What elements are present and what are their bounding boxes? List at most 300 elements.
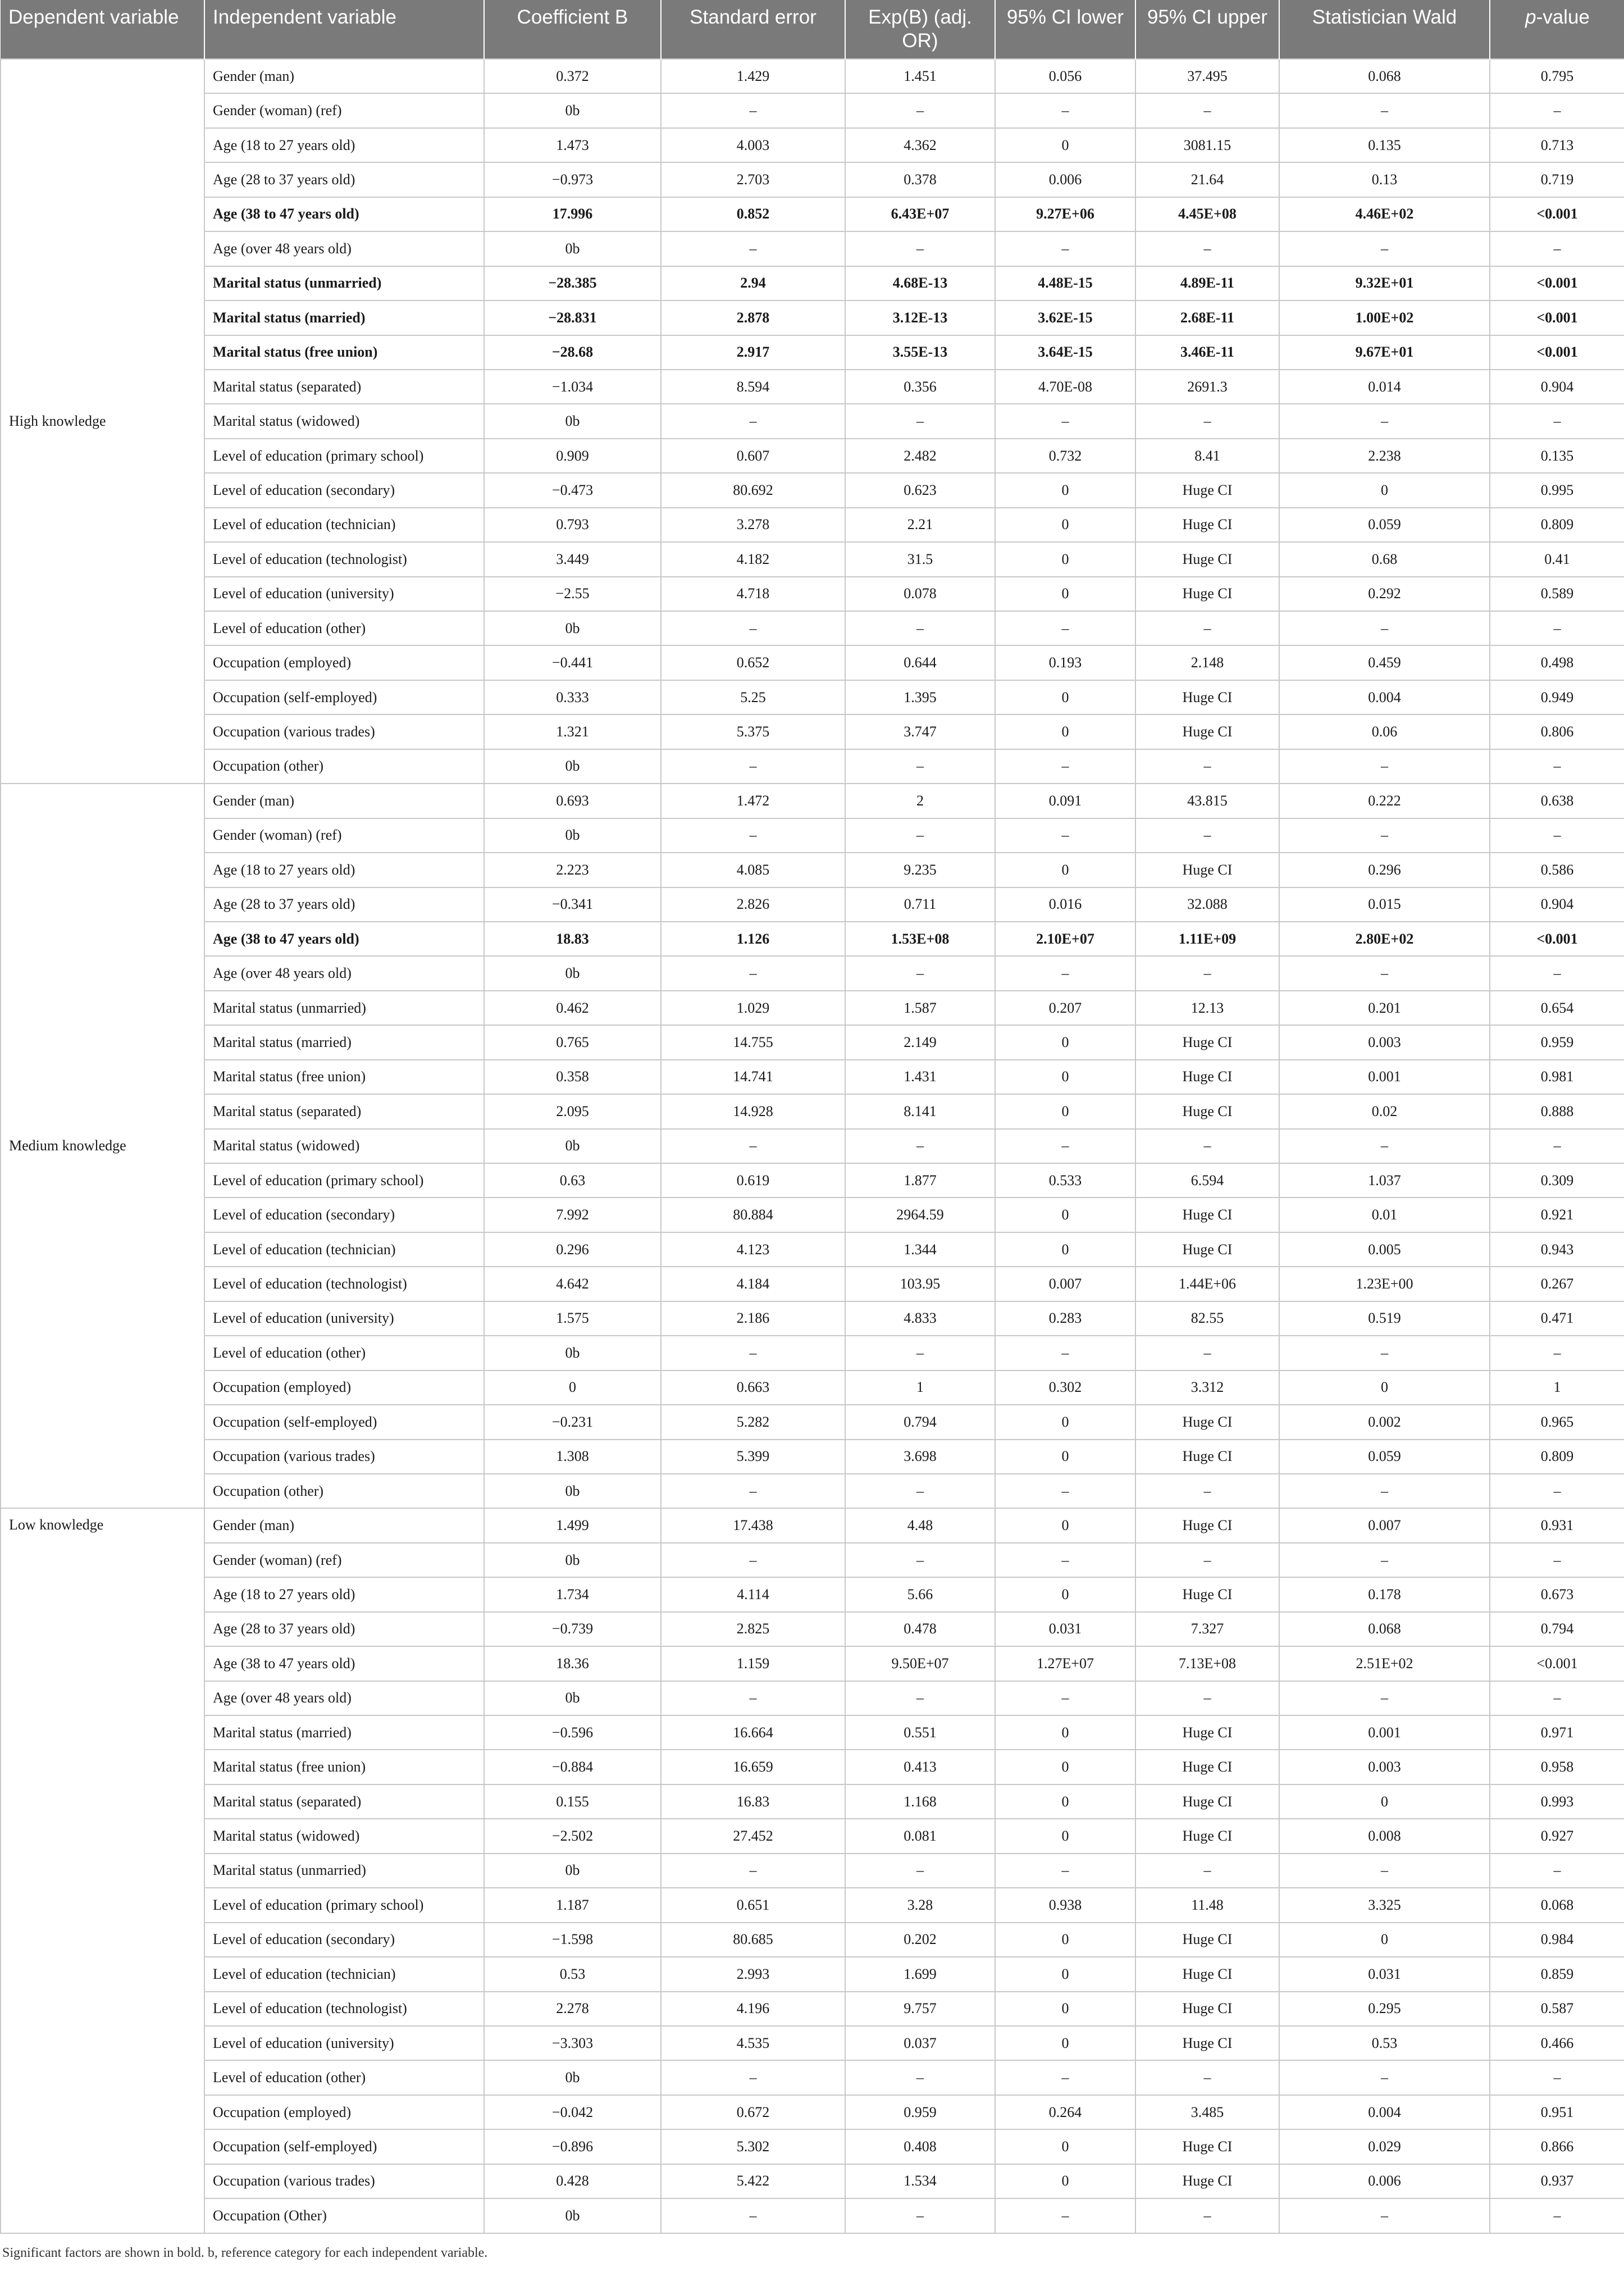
cell-ci-lower: 0.938 — [995, 1888, 1135, 1922]
cell-exp-b: 4.362 — [845, 128, 995, 162]
cell-ci-upper: Huge CI — [1135, 2026, 1279, 2060]
independent-variable-cell: Marital status (widowed) — [204, 404, 484, 438]
cell-standard-error: 16.83 — [661, 1784, 845, 1819]
table-row — [1, 1888, 1624, 1922]
table-row — [1, 1819, 1624, 1853]
cell-ci-lower: 0 — [995, 2129, 1135, 2164]
cell-ci-upper: – — [1135, 93, 1279, 128]
cell-ci-upper: – — [1135, 818, 1279, 853]
cell-exp-b: – — [845, 1336, 995, 1370]
cell-ci-upper: 43.815 — [1135, 784, 1279, 818]
cell-ci-upper: Huge CI — [1135, 1440, 1279, 1474]
cell-p-value: – — [1490, 1336, 1624, 1370]
cell-wald: 0.003 — [1279, 1025, 1490, 1059]
cell-p-value: <0.001 — [1490, 300, 1624, 335]
table-row — [1, 1992, 1624, 2026]
cell-p-value: – — [1490, 231, 1624, 266]
cell-ci-upper: Huge CI — [1135, 1232, 1279, 1267]
independent-variable-cell: Marital status (unmarried) — [204, 266, 484, 300]
cell-standard-error: 3.278 — [661, 508, 845, 542]
cell-standard-error: – — [661, 1336, 845, 1370]
cell-coefficient: 0.333 — [484, 680, 661, 714]
independent-variable-cell: Level of education (secondary) — [204, 1923, 484, 1957]
independent-variable-cell: Marital status (separated) — [204, 1784, 484, 1819]
cell-coefficient: 0b — [484, 818, 661, 853]
table-row — [1, 1094, 1624, 1128]
cell-exp-b: 8.141 — [845, 1094, 995, 1128]
cell-wald: 0.014 — [1279, 370, 1490, 404]
cell-coefficient: 0b — [484, 1336, 661, 1370]
independent-variable-cell: Marital status (separated) — [204, 370, 484, 404]
independent-variable-cell: Marital status (unmarried) — [204, 1854, 484, 1888]
cell-exp-b: 0.711 — [845, 887, 995, 922]
table-row — [1, 1474, 1624, 1508]
cell-coefficient: 1.308 — [484, 1440, 661, 1474]
table-row — [1, 1371, 1624, 1405]
cell-exp-b: – — [845, 1681, 995, 1715]
cell-standard-error: 4.114 — [661, 1577, 845, 1611]
cell-exp-b: – — [845, 1543, 995, 1577]
cell-coefficient: 0b — [484, 2060, 661, 2095]
cell-p-value: – — [1490, 749, 1624, 784]
cell-ci-lower: 0.091 — [995, 784, 1135, 818]
cell-ci-lower: 0 — [995, 1923, 1135, 1957]
cell-standard-error: 4.184 — [661, 1267, 845, 1301]
cell-coefficient: −2.55 — [484, 577, 661, 611]
cell-ci-lower: 0 — [995, 508, 1135, 542]
cell-wald: – — [1279, 1129, 1490, 1163]
cell-wald: 1.037 — [1279, 1163, 1490, 1198]
cell-p-value: 0.586 — [1490, 853, 1624, 887]
table-footnote: Significant factors are shown in bold. b, reference category for each independent variable. — [2, 2246, 488, 2260]
cell-standard-error: – — [661, 2060, 845, 2095]
independent-variable-cell: Marital status (unmarried) — [204, 991, 484, 1025]
table-row — [1, 1232, 1624, 1267]
cell-exp-b: 2.21 — [845, 508, 995, 542]
cell-ci-lower: 0.016 — [995, 887, 1135, 922]
independent-variable-cell: Age (18 to 27 years old) — [204, 1577, 484, 1611]
cell-standard-error: 4.085 — [661, 853, 845, 887]
cell-ci-lower: – — [995, 956, 1135, 990]
cell-exp-b: 1.877 — [845, 1163, 995, 1198]
cell-ci-upper: – — [1135, 1474, 1279, 1508]
table-row — [1, 887, 1624, 922]
independent-variable-cell: Age (28 to 37 years old) — [204, 1612, 484, 1646]
independent-variable-cell: Level of education (secondary) — [204, 1198, 484, 1232]
cell-p-value: – — [1490, 1543, 1624, 1577]
cell-coefficient: 1.734 — [484, 1577, 661, 1611]
cell-exp-b: 0.644 — [845, 645, 995, 680]
cell-p-value: 0.654 — [1490, 991, 1624, 1025]
cell-ci-lower: 0 — [995, 680, 1135, 714]
independent-variable-cell: Occupation (various trades) — [204, 2164, 484, 2198]
cell-standard-error: – — [661, 231, 845, 266]
cell-ci-lower: 0 — [995, 1957, 1135, 1991]
cell-ci-upper: Huge CI — [1135, 1508, 1279, 1542]
cell-p-value: 0.888 — [1490, 1094, 1624, 1128]
table-row — [1, 991, 1624, 1025]
table-row — [1, 128, 1624, 162]
cell-wald: 0.001 — [1279, 1715, 1490, 1750]
cell-standard-error: 14.928 — [661, 1094, 845, 1128]
cell-p-value: 0.673 — [1490, 1577, 1624, 1611]
cell-wald: – — [1279, 231, 1490, 266]
cell-exp-b: – — [845, 1854, 995, 1888]
cell-ci-lower: 0 — [995, 1198, 1135, 1232]
cell-exp-b: 3.698 — [845, 1440, 995, 1474]
cell-p-value: 0.135 — [1490, 439, 1624, 473]
table-row — [1, 2164, 1624, 2198]
cell-standard-error: 4.196 — [661, 1992, 845, 2026]
cell-coefficient: 0.765 — [484, 1025, 661, 1059]
independent-variable-cell: Level of education (primary school) — [204, 1163, 484, 1198]
cell-p-value: – — [1490, 1129, 1624, 1163]
cell-wald: – — [1279, 749, 1490, 784]
cell-ci-lower: 0 — [995, 1405, 1135, 1439]
cell-wald: 9.67E+01 — [1279, 335, 1490, 370]
cell-wald: 0.02 — [1279, 1094, 1490, 1128]
cell-ci-upper: – — [1135, 231, 1279, 266]
independent-variable-cell: Level of education (technologist) — [204, 1992, 484, 2026]
cell-standard-error: – — [661, 93, 845, 128]
cell-p-value: 0.995 — [1490, 473, 1624, 507]
cell-wald: – — [1279, 1336, 1490, 1370]
independent-variable-cell: Level of education (university) — [204, 2026, 484, 2060]
cell-p-value: 0.41 — [1490, 542, 1624, 576]
cell-p-value: – — [1490, 818, 1624, 853]
cell-wald: – — [1279, 956, 1490, 990]
table-row — [1, 611, 1624, 645]
independent-variable-cell: Level of education (technologist) — [204, 1267, 484, 1301]
independent-variable-cell: Occupation (other) — [204, 1474, 484, 1508]
cell-wald: 0.003 — [1279, 1750, 1490, 1784]
cell-coefficient: −28.385 — [484, 266, 661, 300]
cell-coefficient: 7.992 — [484, 1198, 661, 1232]
cell-wald: – — [1279, 611, 1490, 645]
independent-variable-cell: Occupation (Other) — [204, 2198, 484, 2233]
table-row — [1, 1750, 1624, 1784]
cell-p-value: <0.001 — [1490, 197, 1624, 231]
independent-variable-cell: Level of education (other) — [204, 1336, 484, 1370]
cell-standard-error: 5.282 — [661, 1405, 845, 1439]
table-row — [1, 853, 1624, 887]
cell-exp-b: – — [845, 2198, 995, 2233]
cell-wald: 0.201 — [1279, 991, 1490, 1025]
cell-wald: 0.13 — [1279, 162, 1490, 197]
table-row — [1, 784, 1624, 818]
cell-p-value: – — [1490, 1681, 1624, 1715]
cell-ci-upper: – — [1135, 1543, 1279, 1577]
table-row — [1, 1440, 1624, 1474]
cell-wald: 0 — [1279, 1784, 1490, 1819]
cell-p-value: – — [1490, 1854, 1624, 1888]
cell-coefficient: 0.428 — [484, 2164, 661, 2198]
cell-ci-lower: 0.533 — [995, 1163, 1135, 1198]
cell-coefficient: −0.441 — [484, 645, 661, 680]
table-row — [1, 231, 1624, 266]
independent-variable-cell: Age (28 to 37 years old) — [204, 162, 484, 197]
cell-exp-b: 1.699 — [845, 1957, 995, 1991]
cell-ci-lower: 0 — [995, 1232, 1135, 1267]
cell-standard-error: 14.741 — [661, 1060, 845, 1094]
cell-wald: – — [1279, 1543, 1490, 1577]
cell-ci-upper: 37.495 — [1135, 59, 1279, 93]
table-body — [1, 59, 1624, 2233]
cell-exp-b: 3.28 — [845, 1888, 995, 1922]
cell-ci-lower: 9.27E+06 — [995, 197, 1135, 231]
cell-ci-lower: 0 — [995, 1440, 1135, 1474]
cell-wald: 0.029 — [1279, 2129, 1490, 2164]
cell-exp-b: 1 — [845, 1371, 995, 1405]
table-row — [1, 1129, 1624, 1163]
independent-variable-cell: Level of education (technologist) — [204, 542, 484, 576]
cell-standard-error: 0.652 — [661, 645, 845, 680]
cell-exp-b: 0.623 — [845, 473, 995, 507]
table-row — [1, 1681, 1624, 1715]
cell-exp-b: 0.356 — [845, 370, 995, 404]
table-row — [1, 818, 1624, 853]
cell-ci-upper: Huge CI — [1135, 1094, 1279, 1128]
cell-standard-error: 2.993 — [661, 1957, 845, 1991]
header-independent-variable: Independent variable — [204, 0, 484, 59]
cell-standard-error: 16.664 — [661, 1715, 845, 1750]
cell-coefficient: 0b — [484, 1854, 661, 1888]
cell-standard-error: 80.884 — [661, 1198, 845, 1232]
cell-ci-upper: Huge CI — [1135, 853, 1279, 887]
cell-ci-lower: 4.70E-08 — [995, 370, 1135, 404]
cell-exp-b: 103.95 — [845, 1267, 995, 1301]
cell-wald: 0.059 — [1279, 508, 1490, 542]
cell-p-value: 0.809 — [1490, 508, 1624, 542]
cell-ci-lower: 0.207 — [995, 991, 1135, 1025]
cell-coefficient: 2.278 — [484, 1992, 661, 2026]
cell-coefficient: 18.83 — [484, 922, 661, 956]
cell-ci-lower: 0.283 — [995, 1301, 1135, 1336]
table-row — [1, 370, 1624, 404]
cell-wald: 0.004 — [1279, 680, 1490, 714]
cell-exp-b: 1.534 — [845, 2164, 995, 2198]
cell-p-value: 0.904 — [1490, 887, 1624, 922]
cell-coefficient: −0.884 — [484, 1750, 661, 1784]
cell-standard-error: 5.399 — [661, 1440, 845, 1474]
cell-exp-b: 0.959 — [845, 2095, 995, 2129]
cell-ci-lower: 0 — [995, 1992, 1135, 2026]
independent-variable-cell: Marital status (married) — [204, 1715, 484, 1750]
cell-standard-error: 4.182 — [661, 542, 845, 576]
cell-ci-lower: – — [995, 404, 1135, 438]
cell-exp-b: 2 — [845, 784, 995, 818]
cell-exp-b: – — [845, 611, 995, 645]
cell-exp-b: 0.078 — [845, 577, 995, 611]
cell-standard-error: – — [661, 818, 845, 853]
cell-p-value: 0.904 — [1490, 370, 1624, 404]
cell-exp-b: – — [845, 231, 995, 266]
cell-ci-upper: Huge CI — [1135, 1923, 1279, 1957]
cell-ci-lower: 0 — [995, 1060, 1135, 1094]
cell-wald: – — [1279, 1681, 1490, 1715]
table-row — [1, 577, 1624, 611]
cell-coefficient: 3.449 — [484, 542, 661, 576]
cell-ci-lower: 0 — [995, 1508, 1135, 1542]
cell-coefficient: 0b — [484, 1129, 661, 1163]
table-row — [1, 1715, 1624, 1750]
cell-p-value: 0.809 — [1490, 1440, 1624, 1474]
independent-variable-cell: Level of education (technician) — [204, 508, 484, 542]
table-row — [1, 93, 1624, 128]
cell-p-value: 0.719 — [1490, 162, 1624, 197]
cell-p-value: 0.859 — [1490, 1957, 1624, 1991]
header-ci-upper: 95% CI upper — [1135, 0, 1279, 59]
cell-ci-lower: 0 — [995, 577, 1135, 611]
cell-ci-lower: 0 — [995, 1577, 1135, 1611]
cell-coefficient: −2.502 — [484, 1819, 661, 1853]
cell-standard-error: 4.123 — [661, 1232, 845, 1267]
cell-standard-error: 1.472 — [661, 784, 845, 818]
cell-p-value: <0.001 — [1490, 266, 1624, 300]
cell-coefficient: 4.642 — [484, 1267, 661, 1301]
table-row — [1, 2060, 1624, 2095]
cell-wald: 0.292 — [1279, 577, 1490, 611]
cell-ci-lower: 0.193 — [995, 645, 1135, 680]
cell-ci-upper: Huge CI — [1135, 1025, 1279, 1059]
cell-exp-b: – — [845, 749, 995, 784]
cell-ci-upper: – — [1135, 1854, 1279, 1888]
cell-ci-upper: – — [1135, 1336, 1279, 1370]
cell-p-value: 0.713 — [1490, 128, 1624, 162]
cell-ci-upper: – — [1135, 611, 1279, 645]
cell-p-value: 0.943 — [1490, 1232, 1624, 1267]
table-row — [1, 1784, 1624, 1819]
cell-p-value: 0.068 — [1490, 1888, 1624, 1922]
table-row — [1, 1405, 1624, 1439]
cell-ci-lower: 0.732 — [995, 439, 1135, 473]
cell-coefficient: −3.303 — [484, 2026, 661, 2060]
cell-ci-upper: 2.148 — [1135, 645, 1279, 680]
cell-exp-b: 0.408 — [845, 2129, 995, 2164]
table-row — [1, 1060, 1624, 1094]
cell-coefficient: 17.996 — [484, 197, 661, 231]
independent-variable-cell: Gender (man) — [204, 784, 484, 818]
cell-p-value: 0.267 — [1490, 1267, 1624, 1301]
cell-coefficient: 0b — [484, 749, 661, 784]
cell-ci-upper: 3.46E-11 — [1135, 335, 1279, 370]
independent-variable-cell: Gender (man) — [204, 59, 484, 93]
cell-standard-error: – — [661, 1543, 845, 1577]
cell-standard-error: – — [661, 956, 845, 990]
cell-wald: 9.32E+01 — [1279, 266, 1490, 300]
cell-wald: 4.46E+02 — [1279, 197, 1490, 231]
cell-exp-b: 9.235 — [845, 853, 995, 887]
cell-standard-error: 4.535 — [661, 2026, 845, 2060]
header-dependent-variable: Dependent variable — [1, 0, 204, 59]
cell-ci-lower: 0 — [995, 1750, 1135, 1784]
cell-ci-upper: Huge CI — [1135, 1715, 1279, 1750]
table-row — [1, 680, 1624, 714]
table-row — [1, 1646, 1624, 1681]
cell-ci-lower: – — [995, 1336, 1135, 1370]
cell-coefficient: 0b — [484, 1681, 661, 1715]
cell-ci-upper: – — [1135, 956, 1279, 990]
table-row — [1, 1508, 1624, 1542]
cell-ci-lower: – — [995, 93, 1135, 128]
cell-standard-error: 1.429 — [661, 59, 845, 93]
cell-wald: 2.80E+02 — [1279, 922, 1490, 956]
cell-standard-error: – — [661, 1681, 845, 1715]
header-standard-error: Standard error — [661, 0, 845, 59]
independent-variable-cell: Level of education (other) — [204, 2060, 484, 2095]
cell-exp-b: 1.395 — [845, 680, 995, 714]
cell-ci-upper: 4.45E+08 — [1135, 197, 1279, 231]
cell-ci-lower: 0.302 — [995, 1371, 1135, 1405]
cell-exp-b: 3.747 — [845, 714, 995, 749]
table-row — [1, 439, 1624, 473]
cell-p-value: 0.993 — [1490, 1784, 1624, 1819]
cell-ci-upper: Huge CI — [1135, 1577, 1279, 1611]
independent-variable-cell: Age (18 to 27 years old) — [204, 128, 484, 162]
header-row — [1, 0, 1624, 59]
cell-ci-lower: – — [995, 1129, 1135, 1163]
cell-ci-lower: 0.006 — [995, 162, 1135, 197]
cell-ci-lower: 0 — [995, 714, 1135, 749]
cell-coefficient: 0.693 — [484, 784, 661, 818]
table-row — [1, 335, 1624, 370]
cell-coefficient: −28.831 — [484, 300, 661, 335]
cell-ci-lower: 3.64E-15 — [995, 335, 1135, 370]
cell-standard-error: – — [661, 1474, 845, 1508]
cell-standard-error: 27.452 — [661, 1819, 845, 1853]
cell-p-value: 0.981 — [1490, 1060, 1624, 1094]
cell-ci-lower: 0 — [995, 542, 1135, 576]
cell-ci-upper: 11.48 — [1135, 1888, 1279, 1922]
cell-coefficient: 0b — [484, 1543, 661, 1577]
table-row — [1, 1336, 1624, 1370]
cell-p-value: 0.921 — [1490, 1198, 1624, 1232]
cell-wald: 0 — [1279, 473, 1490, 507]
cell-p-value: 0.984 — [1490, 1923, 1624, 1957]
independent-variable-cell: Occupation (self-employed) — [204, 2129, 484, 2164]
cell-p-value: 0.866 — [1490, 2129, 1624, 2164]
cell-standard-error: 0.607 — [661, 439, 845, 473]
cell-standard-error: 2.878 — [661, 300, 845, 335]
cell-wald: 0.53 — [1279, 2026, 1490, 2060]
cell-p-value: 0.971 — [1490, 1715, 1624, 1750]
cell-wald: 2.51E+02 — [1279, 1646, 1490, 1681]
cell-exp-b: – — [845, 2060, 995, 2095]
cell-wald: 0.068 — [1279, 59, 1490, 93]
independent-variable-cell: Marital status (free union) — [204, 1750, 484, 1784]
cell-ci-upper: Huge CI — [1135, 1060, 1279, 1094]
table-row — [1, 922, 1624, 956]
independent-variable-cell: Level of education (secondary) — [204, 473, 484, 507]
cell-wald: 0.031 — [1279, 1957, 1490, 1991]
cell-wald: 0.068 — [1279, 1612, 1490, 1646]
table-row — [1, 2026, 1624, 2060]
cell-coefficient: −0.896 — [484, 2129, 661, 2164]
table-header — [1, 0, 1624, 59]
cell-standard-error: 4.718 — [661, 577, 845, 611]
cell-ci-lower: 0.031 — [995, 1612, 1135, 1646]
independent-variable-cell: Occupation (self-employed) — [204, 1405, 484, 1439]
independent-variable-cell: Age (28 to 37 years old) — [204, 887, 484, 922]
cell-ci-lower: 3.62E-15 — [995, 300, 1135, 335]
cell-p-value: 0.951 — [1490, 2095, 1624, 2129]
cell-p-value: 0.937 — [1490, 2164, 1624, 2198]
cell-exp-b: 0.551 — [845, 1715, 995, 1750]
cell-ci-upper: – — [1135, 2198, 1279, 2233]
independent-variable-cell: Age (over 48 years old) — [204, 231, 484, 266]
cell-ci-lower: – — [995, 818, 1135, 853]
cell-standard-error: 2.703 — [661, 162, 845, 197]
